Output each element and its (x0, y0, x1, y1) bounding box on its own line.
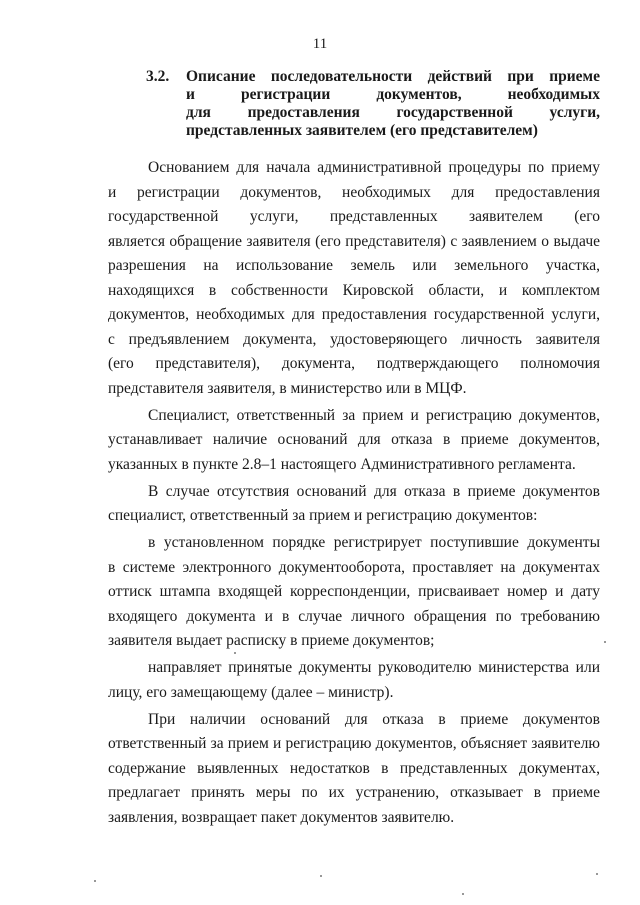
text-line: является обращение заявителя (его представителя) с заявлением о выдаче (108, 232, 600, 250)
section-heading (146, 68, 600, 140)
text-line: содержание выявленных недостатков в представленных документах, (108, 759, 600, 777)
text-line: входящего документа и в случае личного обращения по требованию (108, 607, 600, 625)
text-line: При наличии оснований для отказа в приеме документов (148, 710, 600, 728)
paragraph (108, 708, 600, 831)
heading-line: для предоставления государственной услуги, (186, 104, 600, 121)
body-text (108, 156, 600, 830)
text-line: специалист, ответственный за прием и регистрацию документов: (108, 507, 538, 524)
scan-speck (94, 880, 96, 882)
text-line: Основанием для начала административной процедуры по приему (148, 159, 600, 176)
text-line: оттиск штампа входящей корреспонденции, присваивает номер и дату (108, 583, 600, 600)
scan-speck (604, 641, 606, 643)
paragraph (108, 656, 600, 705)
text-line: и регистрации документов, необходимых для предоставления (108, 183, 600, 201)
text-line: направляет принятые документы руководителю министерства или (148, 659, 600, 676)
paragraph (108, 480, 600, 529)
text-line: заявителя выдает расписку в приеме документов; (108, 632, 435, 649)
text-line: представителя заявителя, в министерство или в МЦФ. (108, 379, 467, 397)
text-line: документов, необходимых для предоставления государственной услуги, (108, 306, 600, 323)
paragraph (108, 404, 600, 478)
scan-speck (462, 893, 464, 895)
text-line: В случае отсутствия оснований для отказа в приеме документов (148, 482, 600, 500)
text-line: Специалист, ответственный за прием и регистрацию документов, (148, 406, 600, 424)
paragraph (108, 156, 600, 401)
heading-line: представленных заявителем (его представителем) (186, 122, 538, 139)
scan-speck (234, 652, 236, 654)
text-line: находящихся в собственности Кировской области, и комплектом (108, 281, 600, 299)
text-line: устанавливает наличие оснований для отказа в приеме документов, (108, 431, 600, 448)
text-line: в системе электронного документооборота, проставляет на документах (108, 558, 600, 576)
text-line: с предъявлением документа, удостоверяющего личность заявителя (108, 330, 600, 348)
text-line: лицу, его замещающему (далее – министр). (108, 683, 394, 701)
text-line: ответственный за прием и регистрацию документов, объясняет заявителю (108, 735, 600, 752)
heading-line: и регистрации документов, необходимых (186, 86, 600, 103)
text-line: в установленном порядке регистрирует поступившие документы (148, 534, 600, 551)
text-line: государственной услуги, представленных заявителем (его (108, 208, 600, 225)
text-line: разрешения на использование земель или земельного участка, (108, 257, 600, 274)
scan-speck (596, 873, 598, 875)
text-line: (его представителя), документа, подтверждающего полномочия (108, 355, 600, 372)
scan-speck (320, 875, 322, 877)
paragraph (108, 531, 600, 654)
text-line: указанных в пункте 2.8–1 настоящего Административного регламента. (108, 455, 576, 473)
text-line: предлагает принять меры по их устранению, отказывает в приеме (108, 784, 600, 801)
page-number: 11 (312, 36, 328, 52)
section-number: 3.2. (146, 68, 170, 85)
text-line: заявления, возвращает пакет документов заявителю. (108, 808, 455, 826)
heading-line: Описание последовательности действий при приеме (186, 68, 600, 85)
